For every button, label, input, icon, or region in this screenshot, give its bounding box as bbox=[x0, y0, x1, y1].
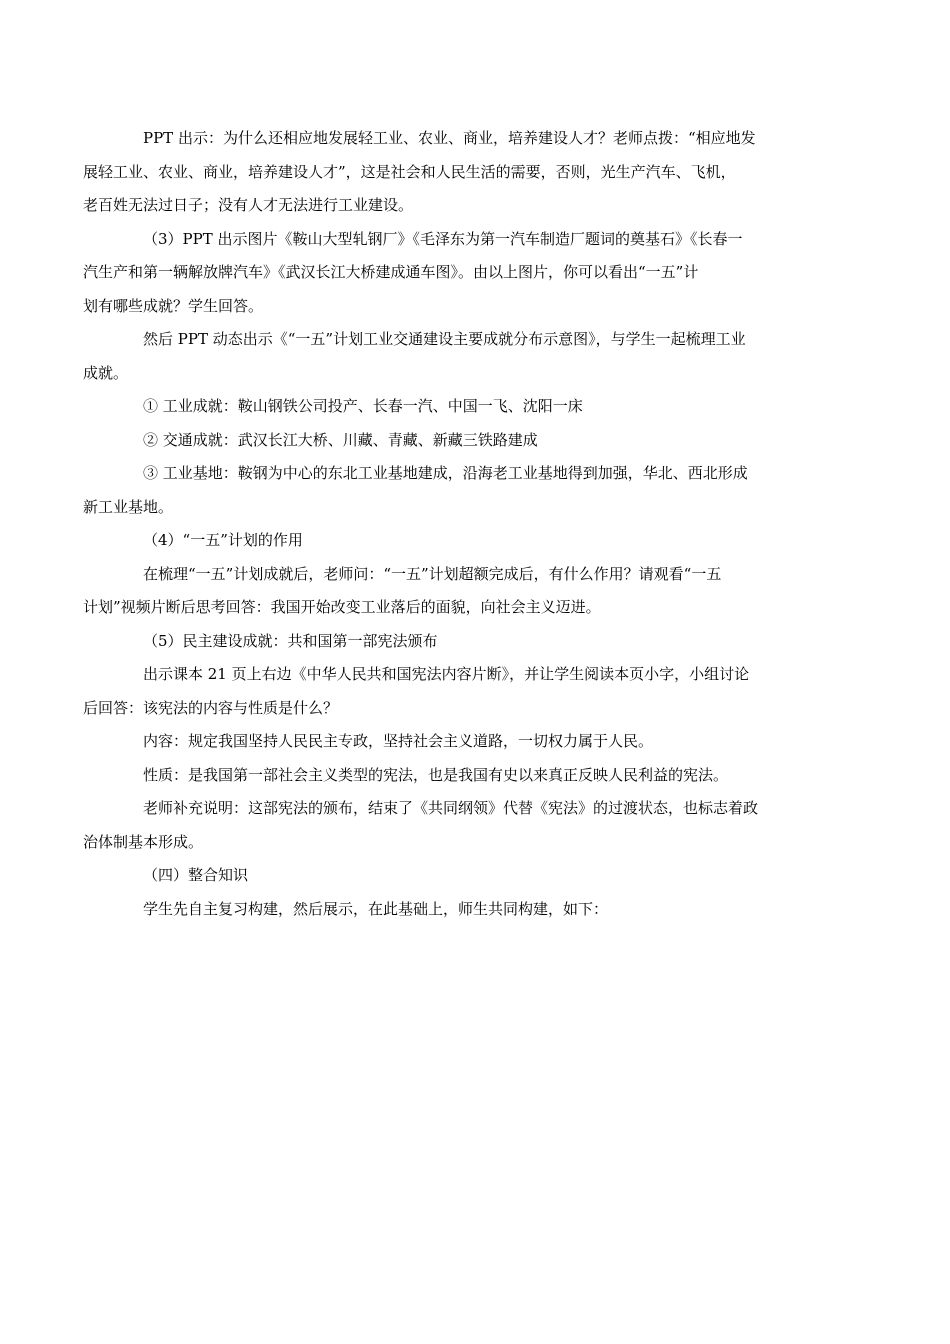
text-line: 老百姓无法过日子；没有人才无法进行工业建设。 bbox=[83, 196, 414, 214]
paragraph-transport-achievement bbox=[113, 424, 843, 458]
paragraph-ppt-light-industry bbox=[83, 122, 843, 223]
document-page bbox=[83, 122, 843, 926]
text-line: （5）民主建设成就：共和国第一部宪法颁布 bbox=[143, 631, 438, 650]
paragraph-constitution-nature bbox=[113, 759, 843, 793]
heading-constitution bbox=[113, 625, 843, 659]
heading-integrate-knowledge bbox=[113, 859, 843, 893]
paragraph-industry-achievement bbox=[113, 390, 843, 424]
text-line: 成就。 bbox=[83, 363, 129, 382]
paragraph-constitution-content bbox=[113, 725, 843, 759]
text-line: 展轻工业、农业、商业，培养建设人才”，这是社会和人民生活的需要，否则，光生产汽车、飞机， bbox=[83, 162, 736, 181]
text-line: 在梳理“一五”计划成就后，老师问：“一五”计划超额完成后，有什么作用？请观看“一五 bbox=[143, 564, 722, 583]
text-line: 性质：是我国第一部社会主义类型的宪法，也是我国有史以来真正反映人民利益的宪法。 bbox=[143, 765, 729, 784]
paragraph-student-review bbox=[113, 893, 843, 927]
text-line: 然后 PPT 动态出示《“一五”计划工业交通建设主要成就分布示意图》，与学生一起梳理工业 bbox=[143, 330, 746, 348]
text-line: ② 交通成就：武汉长江大桥、川藏、青藏、新藏三铁路建成 bbox=[143, 430, 538, 449]
text-line: 老师补充说明：这部宪法的颁布，结束了《共同纲领》代替《宪法》的过渡状态，也标志着政 bbox=[143, 799, 759, 817]
paragraph-plan-effect bbox=[83, 558, 843, 625]
paragraph-ppt-map bbox=[83, 323, 843, 390]
text-line: ③ 工业基地：鞍钢为中心的东北工业基地建成，沿海老工业基地得到加强，华北、西北形成 bbox=[143, 464, 748, 482]
text-line: 治体制基本形成。 bbox=[83, 832, 204, 851]
text-line: PPT 出示：为什么还相应地发展轻工业、农业、商业，培养建设人才？老师点拨：“相应地发 bbox=[143, 129, 756, 147]
text-line: 学生先自主复习构建，然后展示，在此基础上，师生共同构建，如下： bbox=[143, 899, 609, 918]
paragraph-industrial-base bbox=[83, 457, 843, 524]
text-line: （四）整合知识 bbox=[143, 866, 249, 884]
text-line: 内容：规定我国坚持人民民主专政，坚持社会主义道路，一切权力属于人民。 bbox=[143, 732, 654, 750]
text-line: 出示课本 21 页上右边《中华人民共和国宪法内容片断》，并让学生阅读本页小字，小组讨论 bbox=[143, 665, 750, 683]
text-line: （4）“一五”计划的作用 bbox=[143, 531, 303, 549]
text-line: 计划”视频片断后思考回答：我国开始改变工业落后的面貌，向社会主义迈进。 bbox=[83, 598, 601, 616]
text-line: 划有哪些成就？学生回答。 bbox=[83, 296, 264, 315]
text-line: （3）PPT 出示图片《鞍山大型轧钢厂》《毛泽东为第一汽车制造厂题词的奠基石》《长春一 bbox=[143, 229, 743, 248]
heading-plan-effect bbox=[113, 524, 843, 558]
text-line: 新工业基地。 bbox=[83, 497, 174, 516]
text-line: 后回答：该宪法的内容与性质是什么？ bbox=[83, 698, 339, 717]
text-line: ① 工业成就：鞍山钢铁公司投产、长春一汽、中国一飞、沈阳一床 bbox=[143, 397, 583, 415]
paragraph-teacher-supplement bbox=[83, 792, 843, 859]
text-line: 汽生产和第一辆解放牌汽车》《武汉长江大桥建成通车图》。由以上图片，你可以看出“一五”计 bbox=[83, 263, 699, 281]
paragraph-constitution-discussion bbox=[83, 658, 843, 725]
paragraph-ppt-pictures bbox=[83, 223, 843, 324]
